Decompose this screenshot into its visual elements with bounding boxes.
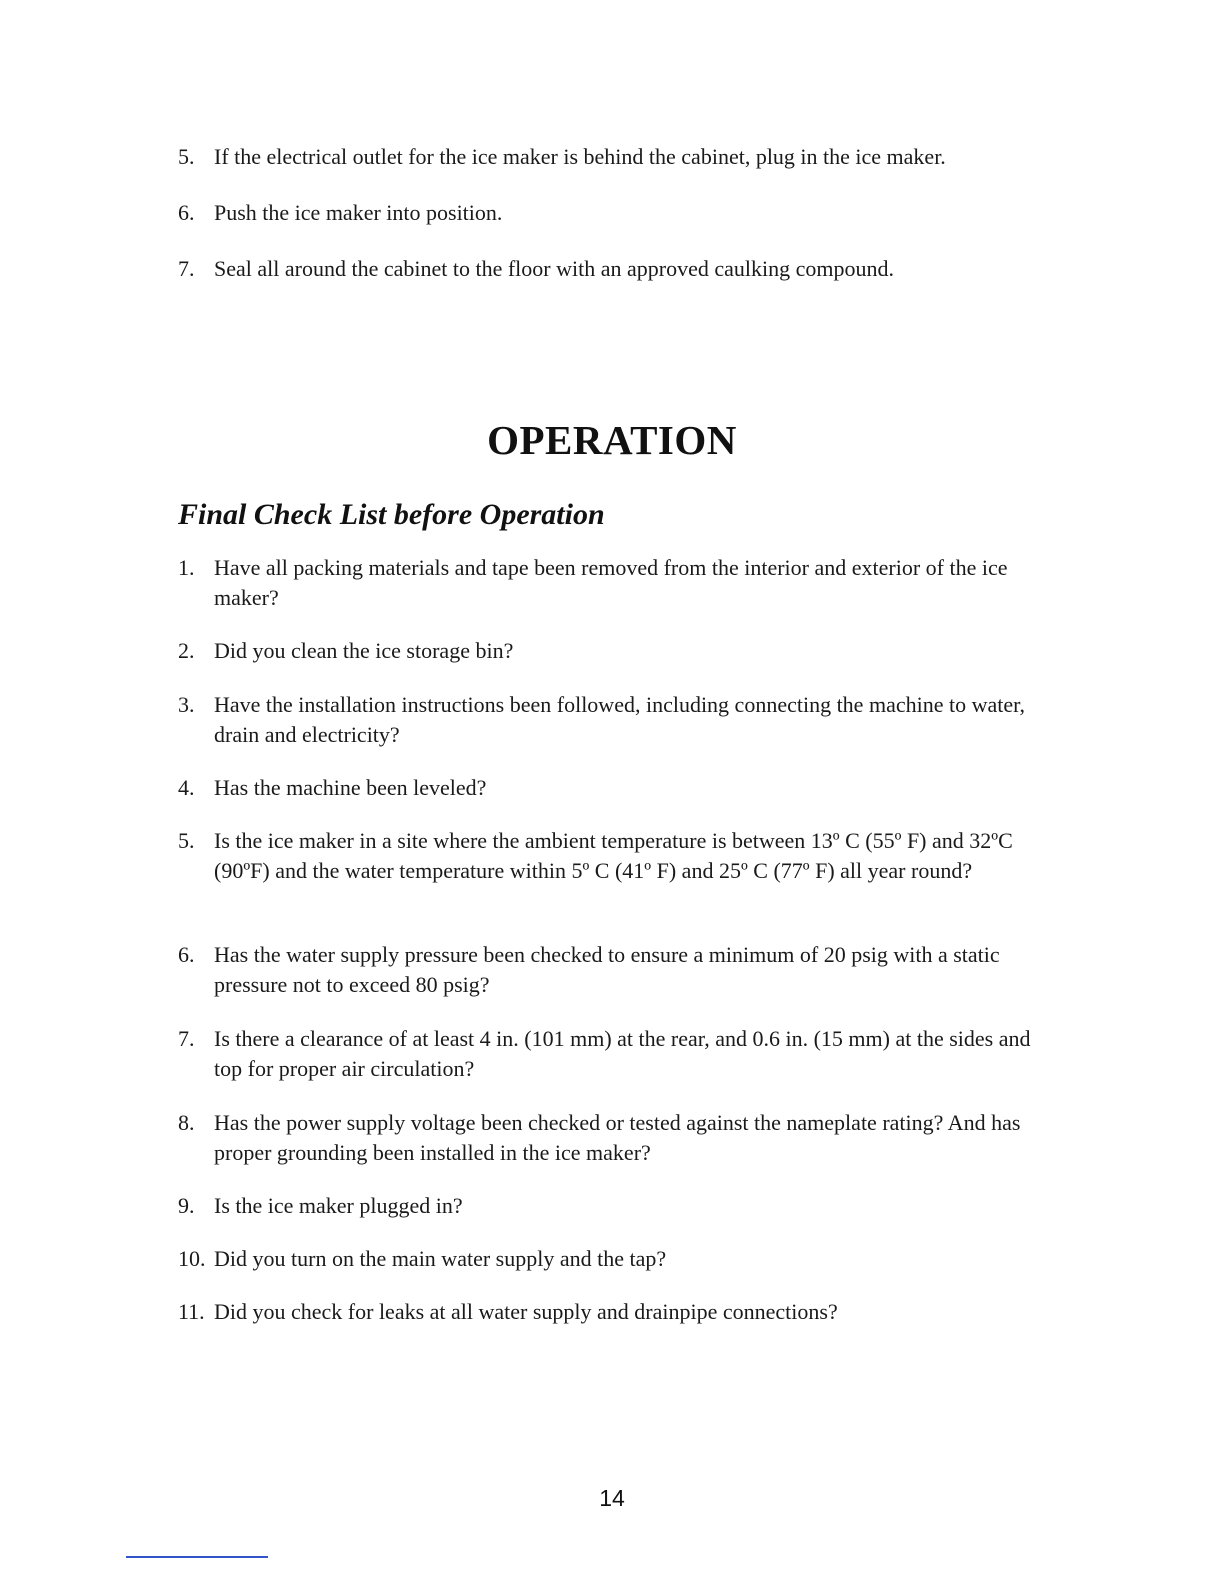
item-text: Is the ice maker in a site where the ambient temperature is between 13º C (55º F) and 32ºC (90ºF) and the water temperature within 5º C (41º F) and 25º C (77º F) all year round? <box>214 828 1013 883</box>
item-text: Has the machine been leveled? <box>214 775 487 800</box>
item-number: 1. <box>178 555 195 580</box>
item-number: 5. <box>178 828 195 853</box>
checklist-item <box>178 1297 1058 1327</box>
checklist-item <box>178 1108 1058 1168</box>
item-number: 2. <box>178 638 195 663</box>
item-number: 11. <box>178 1299 205 1324</box>
checklist-item <box>178 826 1058 886</box>
step-number: 6. <box>178 200 195 225</box>
step-number: 7. <box>178 256 195 281</box>
item-number: 9. <box>178 1193 195 1218</box>
item-number: 4. <box>178 775 195 800</box>
install-step <box>178 254 1058 284</box>
item-number: 8. <box>178 1110 195 1135</box>
step-text: If the electrical outlet for the ice maker is behind the cabinet, plug in the ice maker. <box>214 144 946 169</box>
install-step <box>178 198 1058 228</box>
item-text: Have the installation instructions been followed, including connecting the machine to water, drain and electricity? <box>214 692 1026 747</box>
checklist-item <box>178 1024 1058 1084</box>
checklist-item <box>178 553 1058 613</box>
step-text: Push the ice maker into position. <box>214 200 503 225</box>
footer-rule <box>126 1556 268 1558</box>
item-text: Has the power supply voltage been checked or tested against the nameplate rating? And has proper grounding been installed in the ice maker? <box>214 1110 1021 1165</box>
item-text: Is there a clearance of at least 4 in. (101 mm) at the rear, and 0.6 in. (15 mm) at the sides and top for proper air circulation? <box>214 1026 1031 1081</box>
item-text: Did you check for leaks at all water supply and drainpipe connections? <box>214 1299 838 1324</box>
item-text: Has the water supply pressure been checked to ensure a minimum of 20 psig with a static pressure not to exceed 80 psig? <box>214 942 1000 997</box>
page-number: 14 <box>599 1485 625 1511</box>
item-number: 7. <box>178 1026 195 1051</box>
checklist-item <box>178 1191 1058 1221</box>
item-number: 3. <box>178 692 195 717</box>
checklist-item <box>178 690 1058 750</box>
item-number: 10. <box>178 1246 206 1271</box>
checklist-item <box>178 1244 1058 1274</box>
step-text: Seal all around the cabinet to the floor with an approved caulking compound. <box>214 256 894 281</box>
section-title: OPERATION <box>487 417 737 463</box>
install-step <box>178 142 1058 172</box>
checklist-item <box>178 773 1058 803</box>
subsection-title: Final Check List before Operation <box>178 498 605 531</box>
item-number: 6. <box>178 942 195 967</box>
checklist-item <box>178 636 1058 666</box>
item-text: Is the ice maker plugged in? <box>214 1193 463 1218</box>
item-text: Did you turn on the main water supply and the tap? <box>214 1246 667 1271</box>
step-number: 5. <box>178 144 195 169</box>
checklist-item <box>178 940 1058 1000</box>
item-text: Did you clean the ice storage bin? <box>214 638 514 663</box>
item-text: Have all packing materials and tape been removed from the interior and exterior of the ice maker? <box>214 555 1008 610</box>
